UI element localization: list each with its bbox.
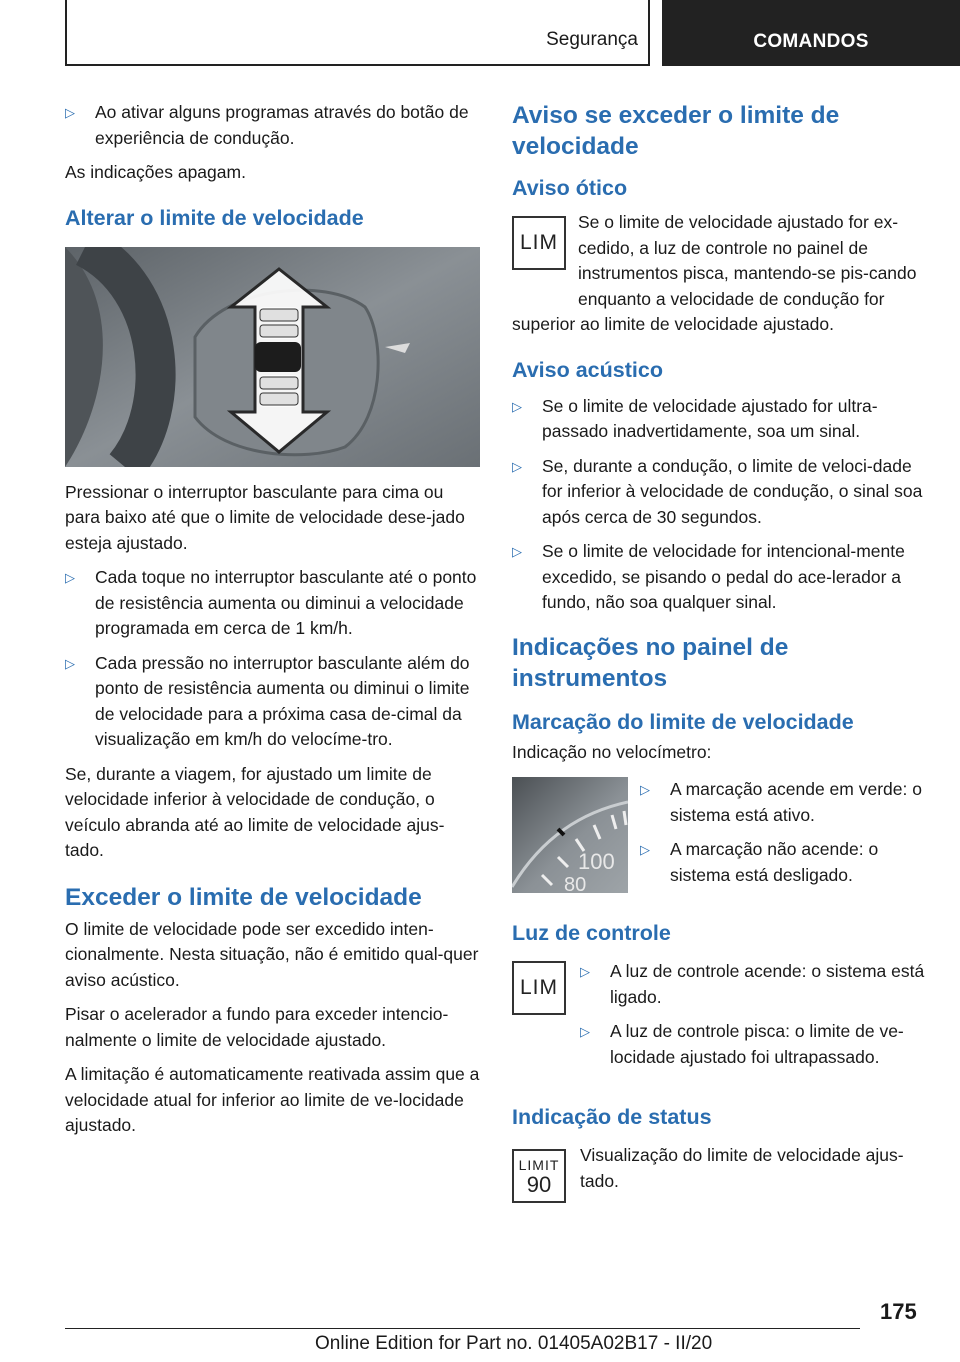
limit-value: 90: [526, 1172, 552, 1197]
bullet-item: [640, 837, 932, 888]
bullet-text: Ao ativar alguns programas através do botão de experiência de condução.: [95, 102, 469, 148]
page-number: 175: [880, 1299, 917, 1324]
lim-label: LIM: [519, 976, 558, 999]
bullet-marker-icon: ▷: [65, 570, 75, 585]
limit-status-icon: [512, 1149, 566, 1203]
bullet-marker-icon: ▷: [580, 1024, 590, 1039]
paragraph-otico: Se o limite de velocidade ajustado for ex-cedido, a luz de controle no painel de instrumentos pisca, mantendo-se pis-cando enquanto a velocidade de condução for superior ao limite de velocidade ajustado.: [512, 212, 917, 334]
bullet-item: [580, 959, 932, 1010]
bullet-item: [640, 777, 932, 828]
header-rule-left: [65, 0, 67, 66]
bullet-marker-icon: ▷: [640, 842, 650, 857]
bullet-marker-icon: ▷: [580, 964, 590, 979]
paragraph: O limite de velocidade pode ser excedido inten-cionalmente. Nesta situação, não é emitido qual-quer aviso acústico.: [65, 918, 479, 990]
heading-acustico: Aviso acústico: [512, 357, 663, 382]
bullet-text: A luz de controle pisca: o limite de ve-locidade ajustado foi ultrapassado.: [610, 1021, 904, 1067]
footer-edition: Online Edition for Part no. 01405A02B17 - II/20: [315, 1333, 713, 1354]
bullet-item: [580, 1019, 932, 1070]
header-chapter: COMANDOS: [753, 30, 869, 52]
bullet-item: [512, 539, 932, 616]
header-separator: [648, 0, 650, 66]
speed-label-100: 100: [578, 849, 615, 874]
paragraph: Pisar o acelerador a fundo para exceder intencio-nalmente o limite de velocidade ajustado.: [65, 1004, 449, 1050]
paragraph: Indicação no velocímetro:: [512, 741, 712, 762]
paragraph: Pressionar o interruptor basculante para cima ou para baixo até que o limite de velocidade dese-jado esteja ajustado.: [65, 481, 465, 553]
paragraph: As indicações apagam.: [65, 162, 246, 182]
limit-label: LIMIT: [518, 1157, 560, 1173]
heading-indicacoes: Indicações no painel de instrumentos: [512, 633, 789, 692]
heading-otico: Aviso ótico: [512, 176, 628, 200]
right-column: [512, 100, 932, 1203]
heading-status: Indicação de status: [512, 1105, 712, 1129]
paragraph: Se, durante a viagem, for ajustado um limite de velocidade inferior à velocidade de condução, o veículo abranda até ao limite de velocidade ajus-tado.: [65, 763, 445, 860]
steering-wheel-image: [65, 247, 480, 467]
speedometer-figure: [512, 777, 628, 893]
bullet-text: A marcação acende em verde: o sistema está ativo.: [670, 779, 922, 825]
bullet-text: Se o limite de velocidade for intencional-mente excedido, se pisando o pedal do ace-lerador a fundo, não soa qualquer sinal.: [542, 541, 905, 612]
speedometer-image: [512, 777, 628, 893]
bullet-text: Se, durante a condução, o limite de veloci-dade for inferior à velocidade de condução, o sinal soa após cerca de 30 segundos.: [542, 455, 923, 527]
bullet-text: Cada toque no interruptor basculante até o ponto de resistência aumenta ou diminui a velocidade programada em cerca de 1 km/h.: [95, 567, 477, 638]
status-block: [512, 1143, 932, 1203]
heading-marcacao: Marcação do limite de velocidade: [512, 709, 854, 734]
bullet-text: Se o limite de velocidade ajustado for ultra-passado inadvertidamente, soa um sinal.: [542, 395, 878, 441]
bullet-marker-icon: ▷: [65, 105, 75, 120]
marcacao-bullets: [640, 777, 932, 897]
footer-rule: [65, 1328, 860, 1329]
bullet-item: [512, 454, 932, 531]
bullet-marker-icon: ▷: [512, 544, 522, 559]
header-rule: [65, 64, 648, 66]
header-chapter-tab: [662, 0, 960, 66]
bullet-text: A luz de controle acende: o sistema está ligado.: [610, 961, 925, 1007]
speed-label-80: 80: [564, 874, 587, 893]
left-column: [65, 100, 480, 1148]
bullet-text: Cada pressão no interruptor basculante além do ponto de resistência aumenta ou diminui o limite de velocidade para a próxima casa de-cimal da visualização em km/h do velocíme-tro.: [95, 652, 470, 749]
luz-bullets: [580, 959, 932, 1079]
bullet-marker-icon: ▷: [512, 458, 522, 474]
bullet-item: [65, 651, 480, 753]
heading-exceder: Exceder o limite de velocidade: [65, 883, 422, 911]
lim-indicator-icon: [512, 961, 566, 1015]
bullet-marker-icon: ▷: [65, 655, 75, 671]
marcacao-block: [512, 777, 932, 897]
heading-alterar: Alterar o limite de velocidade: [65, 205, 364, 230]
steering-wheel-figure: [65, 247, 480, 467]
bullet-item: [65, 100, 480, 151]
heading-luz: Luz de controle: [512, 921, 671, 945]
bullet-item: [512, 394, 932, 445]
bullet-marker-icon: ▷: [640, 782, 650, 797]
paragraph: A limitação é automaticamente reativada assim que a velocidade atual for inferior ao limite de ve-locidade ajustado.: [65, 1064, 480, 1135]
bullet-marker-icon: ▷: [512, 398, 522, 414]
heading-aviso: Aviso se exceder o limite de velocidade: [512, 102, 840, 160]
bullet-item: [65, 565, 480, 642]
paragraph: Visualização do limite de velocidade ajus-tado.: [580, 1145, 904, 1191]
bullet-text: A marcação não acende: o sistema está desligado.: [670, 839, 879, 885]
lim-label: LIM: [519, 231, 558, 254]
luz-block: [512, 959, 932, 1079]
otico-block: [512, 210, 932, 338]
header-section: Segurança: [546, 29, 638, 50]
